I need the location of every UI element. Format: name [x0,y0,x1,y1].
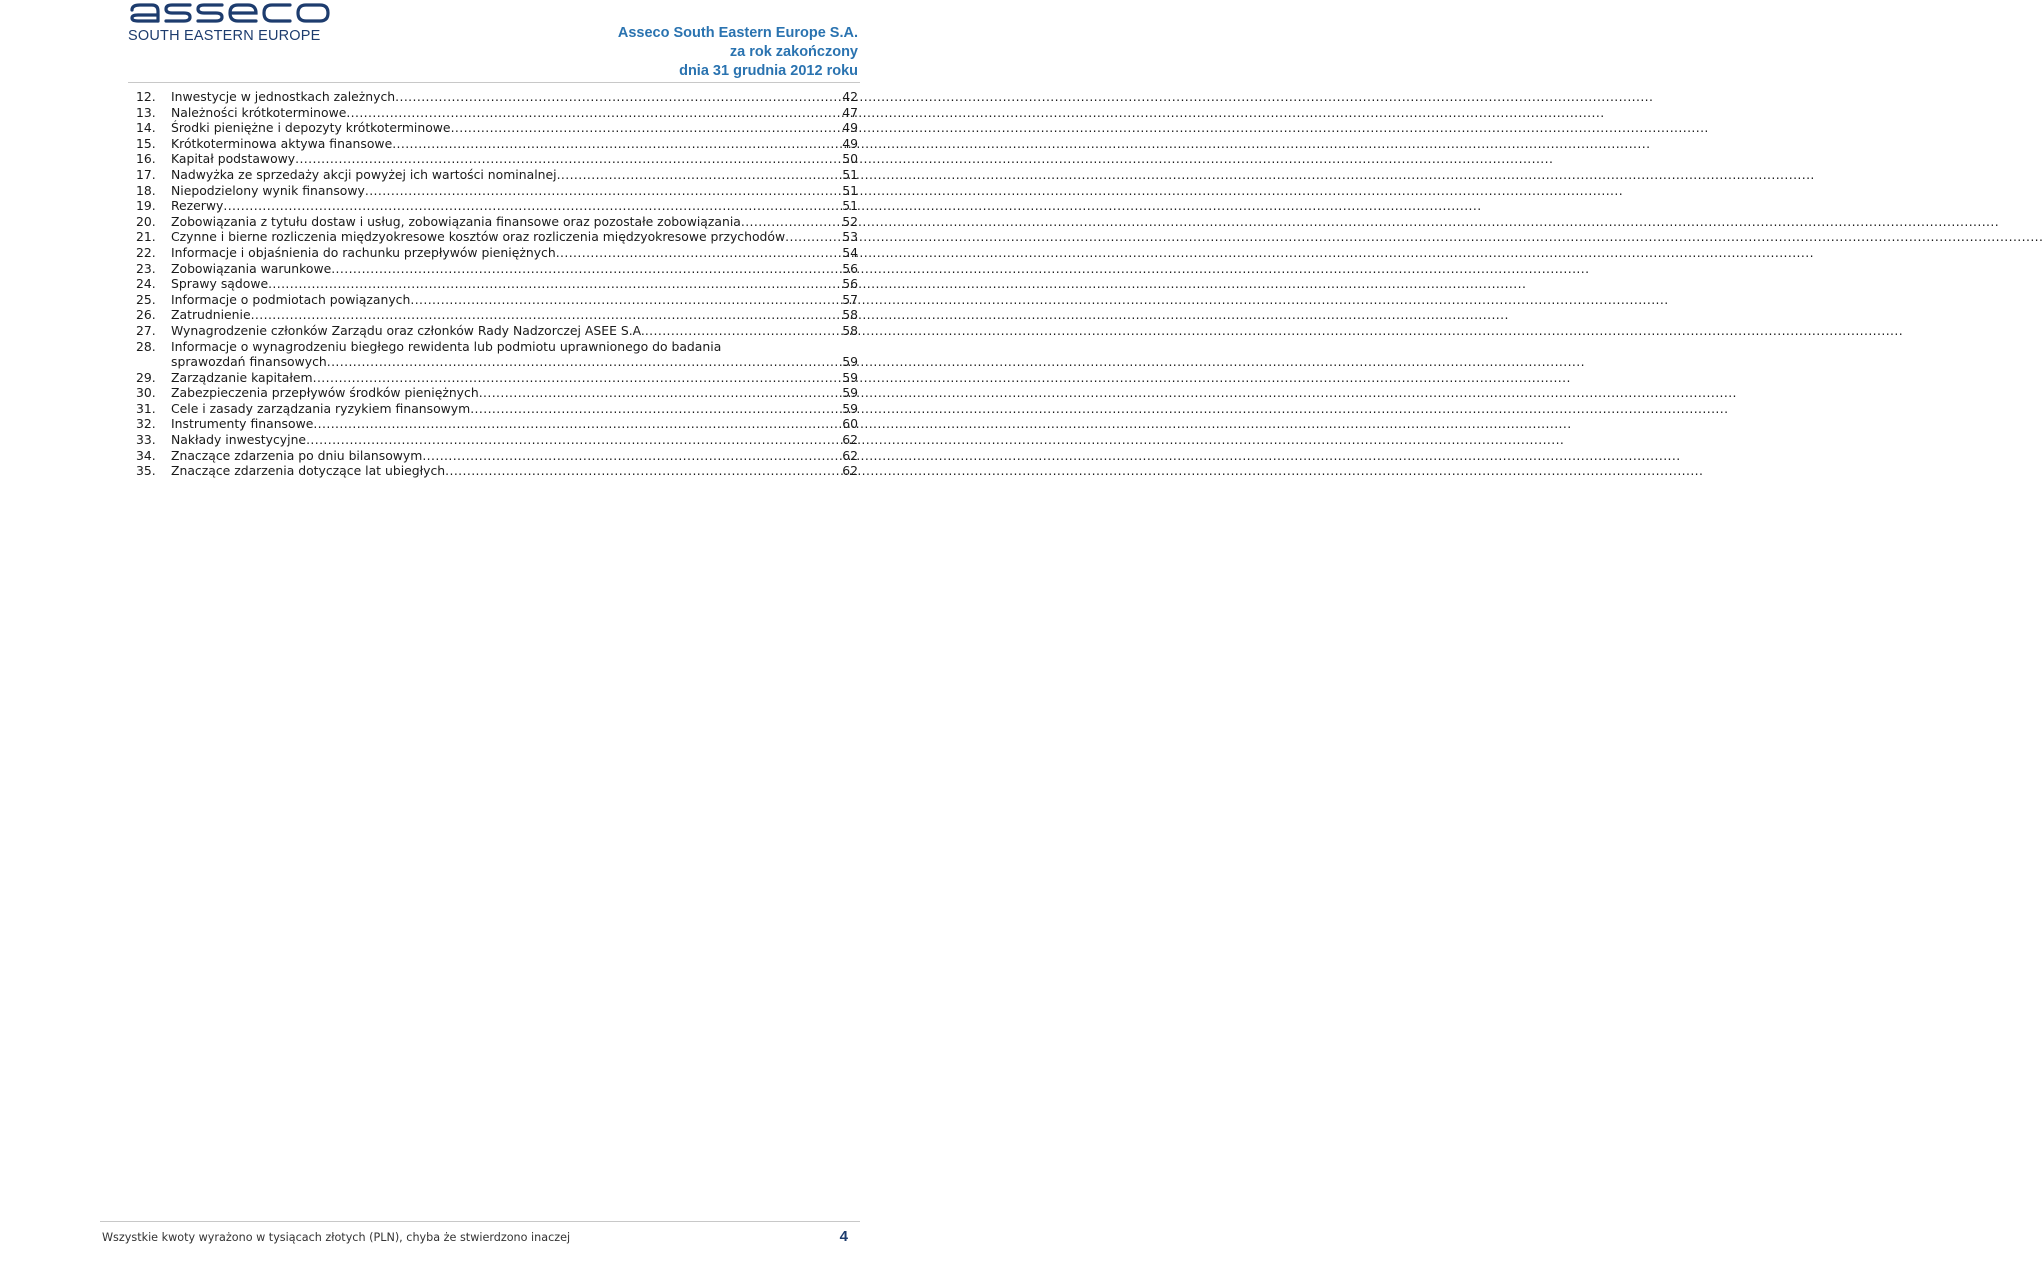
toc-entry-title: Inwestycje w jednostkach zależnych [171,89,396,104]
toc-entry-title: Zabezpieczenia przepływów środków pieniężnych [171,385,479,401]
toc-dot-leader [306,432,839,448]
toc-entry-number: 12. [136,89,156,104]
toc-entry-page: 59 [842,385,858,401]
company-logo [128,2,338,44]
toc-entry-title: Sprawy sądowe [171,276,269,292]
toc-entry-page: 56 [842,276,858,292]
page-number: 4 [839,1228,848,1245]
toc-entry-page: 51 [842,198,858,214]
toc-entry-number: 24. [136,276,156,292]
toc-dot-leader [251,307,840,323]
toc-dot-leader [422,448,839,464]
toc-entry[interactable] [136,183,858,199]
toc-entry[interactable] [136,432,858,448]
toc-entry-title: Czynne i bierne rozliczenia międzyokresowe kosztów oraz rozliczenia międzyokresowe przychodów [171,229,786,245]
toc-entry-number: 22. [136,244,156,260]
toc-dot-leader [410,292,839,308]
toc-entry-page: 59 [842,369,858,385]
toc-dot-leader [327,354,839,370]
toc-entry-title: Niepodzielony wynik finansowy [171,182,365,198]
toc-entry-number: 20. [136,213,156,229]
toc-entry-title: Zobowiązania warunkowe [171,260,332,276]
header-divider [128,82,860,83]
toc-entry-number: 26. [136,307,156,323]
toc-entry-number: 31. [136,400,156,416]
toc-entry-number: 30. [136,385,156,401]
toc-entry[interactable] [136,89,858,105]
toc-dot-leader [445,463,839,479]
toc-dot-leader [470,401,839,417]
toc-entry[interactable] [136,339,858,370]
toc-dot-leader [645,323,839,339]
toc-entry[interactable] [136,370,858,386]
toc-dot-leader [313,416,839,432]
toc-entry-page: 42 [842,89,858,104]
toc-entry-page: 54 [842,244,858,260]
report-period-line-2: dnia 31 grudnia 2012 roku [679,63,858,79]
toc-entry-title: Zatrudnienie [171,307,251,323]
toc-entry-title: Należności krótkoterminowe [171,104,347,120]
toc-entry[interactable] [136,448,858,464]
toc-entry-page: 47 [842,104,858,120]
toc-dot-leader [451,120,840,136]
toc-entry[interactable] [136,416,858,432]
toc-entry-page: 59 [842,354,858,370]
report-period-line-1: za rok zakończony [729,44,858,60]
toc-entry-number: 15. [136,135,156,151]
toc-entry-page: 62 [842,463,858,479]
toc-dot-leader [223,198,839,214]
toc-entry-page: 49 [842,135,858,151]
toc-entry[interactable] [136,151,858,167]
toc-entry-number: 33. [136,432,156,448]
toc-entry-title-line-1: Informacje o wynagrodzeniu biegłego rewidenta lub podmiotu uprawnionego do badania [171,338,722,354]
toc-entry[interactable] [136,385,858,401]
toc-dot-leader [268,276,839,292]
toc-entry[interactable] [136,214,858,230]
toc-entry-number: 19. [136,198,156,214]
toc-entry-title: Zobowiązania z tytułu dostaw i usług, zobowiązania finansowe oraz pozostałe zobowiązania [171,213,741,229]
toc-dot-leader [395,89,839,105]
toc-entry-title: Kapitał podstawowy [171,151,296,167]
toc-entry-number: 18. [136,182,156,198]
toc-entry-number: 14. [136,120,156,136]
toc-dot-leader [331,261,839,277]
toc-entry[interactable] [136,292,858,308]
toc-dot-leader [365,183,839,199]
toc-entry-title: Instrumenty finansowe [171,416,314,432]
toc-entry-number: 29. [136,369,156,385]
toc-dot-leader [313,370,840,386]
toc-entry[interactable] [136,261,858,277]
toc-entry[interactable] [136,105,858,121]
toc-entry[interactable] [136,401,858,417]
toc-dot-leader [392,136,839,152]
toc-entry-number: 25. [136,291,156,307]
toc-entry[interactable] [136,198,858,214]
toc-entry[interactable] [136,229,858,245]
toc-entry-page: 56 [842,260,858,276]
toc-entry-title: Informacje i objaśnienia do rachunku przepływów pieniężnych [171,244,556,260]
toc-entry-title: Cele i zasady zarządzania ryzykiem finansowym [171,400,471,416]
toc-entry-number: 32. [136,416,156,432]
asseco-logo-icon [128,2,334,24]
toc-entry[interactable] [136,245,858,261]
toc-entry-number: 35. [136,463,156,479]
toc-entry-page: 62 [842,432,858,448]
toc-dot-leader [295,151,839,167]
toc-entry-title: Krótkoterminowa aktywa finansowe [171,135,393,151]
toc-dot-leader [785,229,839,245]
toc-entry-page: 58 [842,322,858,338]
toc-dot-leader [556,245,840,261]
footer-divider [100,1221,860,1222]
toc-entry-title: Środki pieniężne i depozyty krótkoterminowe [171,120,451,136]
toc-entry-title: Rezerwy [171,198,224,214]
toc-entry-page: 62 [842,447,858,463]
toc-entry-page: 57 [842,291,858,307]
footer-note: Wszystkie kwoty wyrażono w tysiącach złotych (PLN), chyba że stwierdzono inaczej [102,1231,571,1244]
toc-entry[interactable] [136,463,858,479]
toc-entry[interactable] [136,136,858,152]
toc-entry-page: 49 [842,120,858,136]
toc-entry-title: sprawozdań finansowych [171,354,327,370]
toc-entry-number: 28. [136,338,156,354]
toc-dot-leader [741,214,839,230]
toc-dot-leader [557,167,840,183]
toc-entry-page: 50 [842,151,858,167]
toc-dot-leader [346,105,839,121]
toc-entry[interactable] [136,307,858,323]
toc-entry-title: Wynagrodzenie członków Zarządu oraz członków Rady Nadzorczej ASEE S.A. [171,322,645,338]
toc-entry-page: 51 [842,182,858,198]
toc-entry-page: 52 [842,213,858,229]
toc-entry-title: Znaczące zdarzenia po dniu bilansowym [171,447,423,463]
toc-entry-title: Nadwyżka ze sprzedaży akcji powyżej ich wartości nominalnej [171,166,557,182]
toc-entry-title: Informacje o podmiotach powiązanych [171,291,411,307]
toc-entry-page: 58 [842,307,858,323]
toc-entry[interactable] [136,120,858,136]
toc-entry-number: 17. [136,166,156,182]
toc-entry[interactable] [136,323,858,339]
toc-entry-number: 34. [136,447,156,463]
toc-entry-number: 16. [136,151,156,167]
logo-subtitle: SOUTH EASTERN EUROPE [128,28,321,44]
toc-entry[interactable] [136,276,858,292]
toc-entry-title: Nakłady inwestycyjne [171,432,307,448]
toc-entry-number: 23. [136,260,156,276]
toc-entry-page: 60 [842,416,858,432]
toc-entry-number: 21. [136,229,156,245]
toc-entry-page: 59 [842,400,858,416]
toc-entry-title: Znaczące zdarzenia dotyczące lat ubiegłych [171,463,446,479]
report-header [618,24,858,81]
toc-entry-page: 51 [842,166,858,182]
toc-entry[interactable] [136,167,858,183]
toc-entry-page: 53 [842,229,858,245]
toc-dot-leader [479,385,840,401]
company-name: Asseco South Eastern Europe S.A. [617,25,858,41]
table-of-contents [136,89,858,479]
toc-entry-number: 13. [136,104,156,120]
toc-entry-title: Zarządzanie kapitałem [171,369,313,385]
toc-entry-number: 27. [136,322,156,338]
